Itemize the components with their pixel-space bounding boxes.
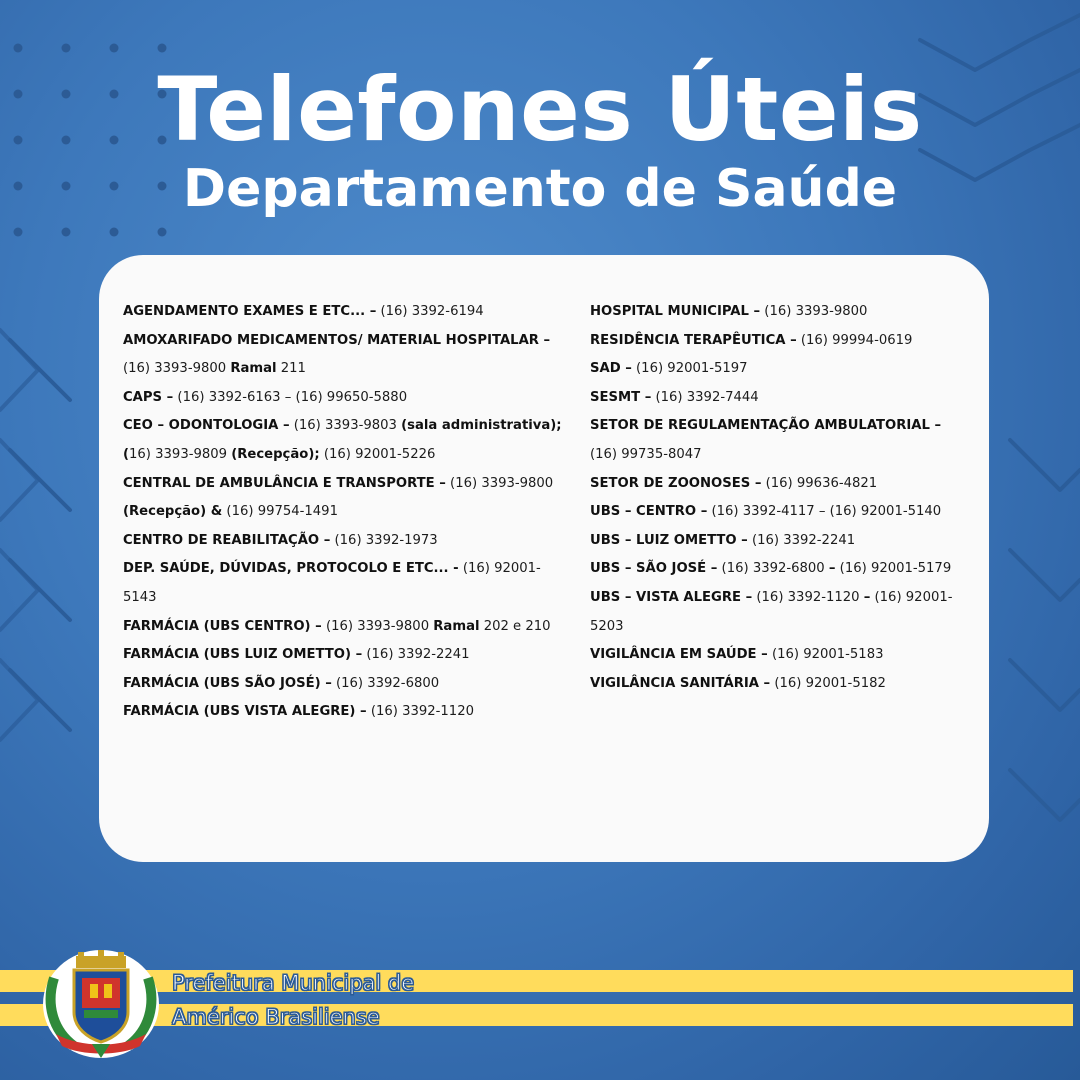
entry-phone: 202 e 210 [479,618,551,634]
entry-phone: (16) 3392-6163 – (16) 99650-5880 [173,389,408,405]
phone-entry [123,641,568,670]
entry-label: (Recepção); [231,446,320,462]
entry-label: SETOR DE REGULAMENTAÇÃO AMBULATORIAL – [590,418,942,434]
entry-phone: (16) 92001- [870,589,953,605]
entry-label: UBS – LUIZ OMETTO – [590,532,748,548]
phone-entry [590,441,955,470]
phone-entry [590,498,955,527]
entry-phone: 16) 3393-9809 [129,446,232,462]
entry-phone: (16) 3393-9800 [445,475,554,491]
phone-entry [590,470,955,499]
entry-phone: (16) 3392-4117 – (16) 92001-5140 [707,504,942,520]
entry-phone: (16) 3392-1973 [330,532,438,548]
entry-phone: (16) 99994-0619 [796,332,913,348]
entry-phone: (16) 3393-9800 [123,361,231,377]
entry-phone: 211 [276,361,306,377]
entry-label: FARMÁCIA (UBS SÃO JOSÉ) – [123,675,332,691]
dot-decoration [14,228,23,237]
entry-label: ( [123,446,130,462]
entry-label: RESIDÊNCIA TERAPÊUTICA – [590,332,797,348]
phone-entry [590,555,955,584]
phone-entry [590,613,955,642]
phone-entry [123,412,568,441]
dot-decoration [14,44,23,53]
entry-label: SETOR DE ZOONOSES – [590,475,762,491]
entry-label: – [863,589,871,605]
entry-label: (Recepção) & [123,504,223,520]
entry-label: AGENDAMENTO EXAMES E ETC... – [123,304,377,319]
phone-entry [123,355,568,384]
header [0,58,1080,220]
entry-phone: (16) 3392-6800 [331,675,440,691]
entry-label: Ramal [230,361,277,377]
entry-label: UBS – SÃO JOSÉ – [590,561,718,577]
dot-decoration [110,228,119,237]
phone-entry [123,327,568,356]
entry-phone: (16) 99754-1491 [222,504,338,520]
entry-label: – [828,561,836,577]
entry-label: CENTRO DE REABILITAÇÃO – [123,532,331,548]
entry-label: CENTRAL DE AMBULÂNCIA E TRANSPORTE – [123,475,446,491]
phone-entry [123,498,568,527]
page-title: Telefones Úteis [157,58,923,161]
entry-label: FARMÁCIA (UBS VISTA ALEGRE) – [123,704,367,720]
entry-phone: (16) 99636-4821 [761,475,878,491]
page-subtitle: Departamento de Saúde [182,159,898,219]
dot-decoration [110,44,119,53]
dot-decoration [158,44,167,53]
phone-entry [123,670,568,699]
phone-entry [590,584,955,613]
phone-entry [590,327,955,356]
entry-phone: (16) 92001-5183 [767,647,884,663]
entry-label: VIGILÂNCIA EM SAÚDE – [590,647,768,663]
entry-label: SAD – [590,361,632,377]
phone-entry [123,698,568,727]
phone-entry [123,527,568,556]
phone-entry [590,355,955,384]
entry-phone: (16) 92001-5143 [123,561,541,605]
footer-line-2: Américo Brasiliense [172,1005,380,1029]
entry-phone: (16) 92001-5179 [835,561,952,577]
dot-decoration [62,44,71,53]
phone-entry [590,641,955,670]
entry-label: FARMÁCIA (UBS CENTRO) – [123,618,322,634]
entry-label: FARMÁCIA (UBS LUIZ OMETTO) – [123,647,363,663]
phone-entry [590,384,955,413]
entry-label: CAPS – [123,389,174,405]
dot-decoration [158,228,167,237]
phone-entry [123,298,568,327]
phone-entry [590,412,955,441]
entry-phone: (16) 99735-8047 [590,446,702,462]
footer-line-1: Prefeitura Municipal de [172,971,415,995]
phone-entry [123,555,568,612]
entry-label: SESMT – [590,389,652,405]
entry-phone: (16) 92001-5197 [631,361,748,377]
entry-label: UBS – CENTRO – [590,504,708,520]
entry-phone: (16) 3392-7444 [651,389,759,405]
entry-phone: (16) 3392-6194 [376,304,484,319]
phone-entry [123,470,568,499]
entry-label: DEP. SAÚDE, DÚVIDAS, PROTOCOLO E ETC... - [123,561,459,577]
phone-list-left-column [123,298,568,727]
entry-label: (sala administrativa); [401,418,562,434]
entry-label: VIGILÂNCIA SANITÁRIA – [590,675,771,691]
entry-label: HOSPITAL MUNICIPAL – [590,304,761,319]
phone-entry [123,384,568,413]
phone-list-right-column [590,298,955,698]
entry-phone: (16) 3392-1120 [752,589,864,605]
municipal-crest-logo-icon [40,948,162,1060]
entry-phone: (16) 92001-5226 [319,446,436,462]
entry-phone: (16) 3392-6800 [717,561,829,577]
entry-phone: (16) 92001-5182 [770,675,886,691]
dot-decoration [62,228,71,237]
entry-label: Ramal [433,618,480,634]
phone-entry [123,613,568,642]
entry-phone: (16) 3392-1120 [366,704,474,720]
phone-entry [590,670,955,699]
entry-phone: (16) 3392-2241 [747,532,856,548]
phone-entry [590,298,955,327]
phone-entry [123,441,568,470]
entry-phone: (16) 3392-2241 [362,647,470,663]
entry-phone: (16) 3393-9803 [289,418,402,434]
entry-label: UBS – VISTA ALEGRE – [590,589,753,605]
entry-phone: (16) 3393-9800 [321,618,434,634]
entry-phone: (16) 3393-9800 [760,304,868,319]
entry-label: CEO – ODONTOLOGIA – [123,418,290,434]
entry-label: AMOXARIFADO MEDICAMENTOS/ MATERIAL HOSPITALAR – [123,332,551,348]
phone-entry [590,527,955,556]
entry-phone: 5203 [590,618,624,634]
